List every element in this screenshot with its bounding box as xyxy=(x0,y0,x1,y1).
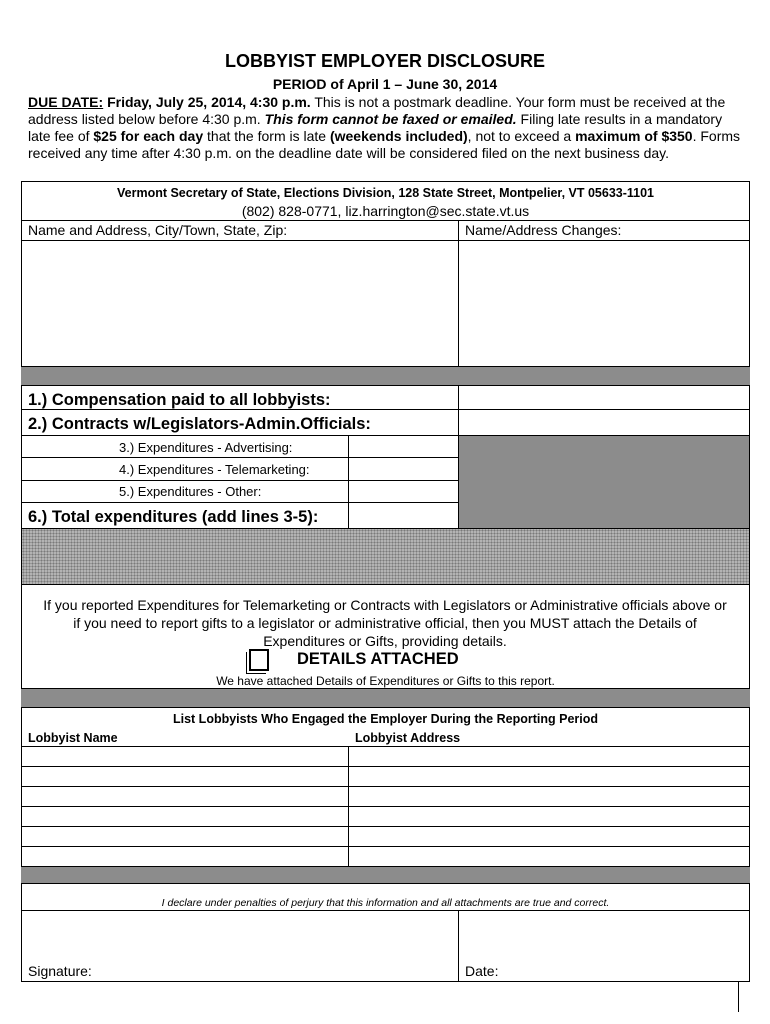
no-fax-notice: This form cannot be faxed or emailed. xyxy=(264,111,517,127)
shaded-area xyxy=(459,436,749,528)
line-1-label: 1.) Compensation paid to all lobbyists: xyxy=(28,391,331,409)
lobbyist-name-row[interactable] xyxy=(22,807,347,826)
line-4-amount[interactable] xyxy=(349,458,457,480)
line-2-amount[interactable] xyxy=(459,410,749,435)
lobbyist-name-row[interactable] xyxy=(22,767,347,786)
lobbyist-name-row[interactable] xyxy=(22,847,347,866)
lobbyist-address-row[interactable] xyxy=(349,807,749,826)
lobbyist-address-header: Lobbyist Address xyxy=(355,731,461,745)
office-contact: (802) 828-0771, liz.harrington@sec.state.vt.us xyxy=(241,203,530,219)
separator-band-3 xyxy=(21,866,750,884)
line-6-label: 6.) Total expenditures (add lines 3-5): xyxy=(28,508,319,526)
attachment-notice: If you reported Expenditures for Telemarketing or Contracts with Legislators or Administrative officials above or if you need to report gifts to a legislator or administrative official, then you MUST attach the Details of Expenditures or Gifts, providing details. xyxy=(43,597,727,649)
lobbyists-heading: List Lobbyists Who Engaged the Employer During the Reporting Period xyxy=(172,712,599,726)
due-date-value: Friday, July 25, 2014, 4:30 p.m. xyxy=(107,94,311,110)
lobbyist-name-row[interactable] xyxy=(22,827,347,846)
perjury-declaration: I declare under penalties of perjury that this information and all attachments are true and correct. xyxy=(161,897,610,909)
due-date-label: DUE DATE: xyxy=(28,94,104,110)
line-5-amount[interactable] xyxy=(349,481,457,502)
lobbyist-address-row[interactable] xyxy=(349,747,749,766)
reporting-period: PERIOD of April 1 – June 30, 2014 xyxy=(272,76,498,92)
form-title: LOBBYIST EMPLOYER DISCLOSURE xyxy=(224,51,546,71)
line-3-label: 3.) Expenditures - Advertising: xyxy=(119,440,293,455)
name-address-field[interactable] xyxy=(22,241,457,366)
lobbyist-address-row[interactable] xyxy=(349,847,749,866)
address-changes-label: Name/Address Changes: xyxy=(465,222,622,238)
office-address: Vermont Secretary of State, Elections Division, 128 State Street, Montpelier, VT 05633-1101 xyxy=(116,186,655,200)
max-fee: maximum of $350 xyxy=(575,128,693,144)
lobbyist-name-row[interactable] xyxy=(22,787,347,806)
address-changes-field[interactable] xyxy=(459,241,749,366)
dotted-separator xyxy=(22,529,749,584)
line-6-amount[interactable] xyxy=(349,503,457,527)
signature-label: Signature: xyxy=(28,963,92,979)
line-4-label: 4.) Expenditures - Telemarketing: xyxy=(119,462,310,477)
lobbyist-name-row[interactable] xyxy=(22,747,347,766)
signature-field[interactable] xyxy=(22,911,457,981)
line-5-label: 5.) Expenditures - Other: xyxy=(119,484,262,499)
lobbyist-address-row[interactable] xyxy=(349,827,749,846)
details-attached-label: DETAILS ATTACHED xyxy=(297,650,459,668)
lobbyist-address-row[interactable] xyxy=(349,767,749,786)
details-attached-checkbox[interactable] xyxy=(249,649,269,671)
line-1-amount[interactable] xyxy=(459,387,749,409)
line-3-amount[interactable] xyxy=(349,436,457,457)
separator-band-2 xyxy=(21,688,750,708)
date-label: Date: xyxy=(465,963,499,979)
date-field[interactable] xyxy=(459,911,749,981)
separator-band xyxy=(21,366,750,386)
late-fee: $25 for each day xyxy=(93,128,204,144)
due-date-instructions: DUE DATE: Friday, July 25, 2014, 4:30 p.m. This is not a postmark deadline. Your form must be received at the address listed below before 4:30 p.m. This form cannot be faxed or emailed. Filing late results in a mandatory late fee of $25 for each day that the form is late (weekends included), not to exceed a maximum of $350. Forms received any time after 4:30 p.m. on the deadline date will be considered filed on the next business day. xyxy=(28,94,741,161)
line-2-label: 2.) Contracts w/Legislators-Admin.Officials: xyxy=(28,415,371,433)
name-address-label: Name and Address, City/Town, State, Zip: xyxy=(28,222,288,238)
lobbyist-name-header: Lobbyist Name xyxy=(28,731,118,745)
lobbyist-address-row[interactable] xyxy=(349,787,749,806)
attachment-statement: We have attached Details of Expenditures or Gifts to this report. xyxy=(216,674,555,688)
